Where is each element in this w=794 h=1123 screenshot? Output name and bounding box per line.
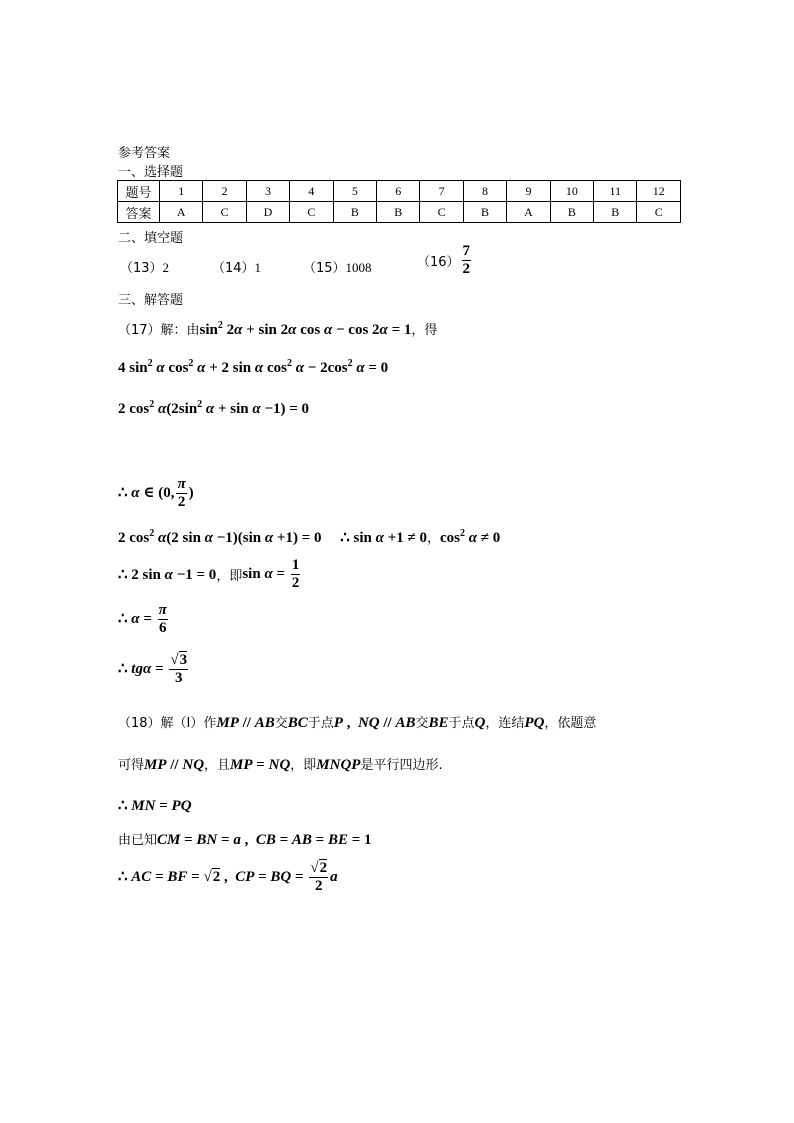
p17-line8: ∴ tgα = $\frac{√3}{3}$ [118, 652, 188, 686]
table-row-numbers [118, 181, 681, 202]
p18-ji: ，即 [290, 758, 317, 773]
answer-cell: A [507, 202, 550, 223]
section3-heading: 三、解答题 [118, 293, 184, 308]
q-number: 1 [160, 181, 203, 202]
p17-comma: ， [427, 531, 441, 546]
answer-cell: B [463, 202, 506, 223]
p18-yudian2: 于点 [448, 716, 475, 731]
p18-yizhi: 由已知 [118, 833, 158, 848]
q-number: 3 [246, 181, 289, 202]
answer-cell: B [594, 202, 637, 223]
p18-yudian1: 于点 [307, 716, 334, 731]
p18-line4: 由已知CM = BN = a , CB = AB = BE = 1 [118, 832, 372, 848]
p17-line4: ∴ α ∈ (0, $\frac{\pi}{2}$ ) [118, 476, 194, 510]
q16-label: （16） [417, 255, 460, 270]
p17-factored: 2 $\cos^2 \alpha(2$ sin α −1)(sin α +1) = 0 ∴ sin α +1 ≠ 0 [118, 528, 427, 546]
answer-cell: C [637, 202, 681, 223]
p18-line5: ∴ AC = BF = √2 , CP = BQ = $\frac{√2}{2}$ a [118, 860, 338, 894]
table-row-answers [118, 202, 681, 223]
p18-line2: 可得MP // NQ，且MP = NQ，即MNQP是平行四边形. [118, 757, 443, 773]
row-label-answers: 答案 [118, 202, 160, 223]
q-number: 4 [290, 181, 333, 202]
q13-label: （13） [120, 261, 163, 276]
answer-cell: A [160, 202, 203, 223]
p18-parallelogram: 是平行四边形. [360, 758, 443, 773]
p18-line3: ∴ MN = PQ [118, 798, 192, 814]
answer-cell: C [290, 202, 333, 223]
p18-line1: （18）解（I）作MP // AB交BC于点P , NQ // AB交BE于点Q，连结PQ，依题意 [118, 715, 597, 731]
q16-denominator: 2 [462, 261, 471, 277]
row-label-numbers: 题号 [118, 181, 160, 202]
p17-line1 [118, 319, 437, 339]
p17-de: ，得 [411, 323, 438, 338]
p18-jiao2: 交 [415, 716, 429, 731]
p17-ji: ，即 [216, 569, 243, 584]
p17-sin-value: sin α = $\frac{1}{2}$ [242, 557, 300, 591]
p17-line3: 2 $\cos^2 \alpha(2\sin^2$ α + sin α −1) = 0 [118, 399, 310, 417]
p18-yitiyi: ，依题意 [544, 716, 597, 731]
p17-cos-nonzero: $\cos^2 \alpha \ne 0$ [440, 528, 501, 546]
p17-eq-sin: ∴ 2 sin α −1 = 0 [118, 567, 217, 583]
q14-label: （14） [212, 261, 255, 276]
answer-cell: B [333, 202, 376, 223]
p18-qie: ，且 [204, 758, 231, 773]
q15-value: 1008 [345, 260, 372, 275]
fill-blank-14 [212, 257, 261, 276]
q-number: 2 [203, 181, 246, 202]
q15-label: （15） [303, 261, 346, 276]
q-number: 9 [507, 181, 550, 202]
answer-cell: B [550, 202, 593, 223]
p17-line7: ∴ α = $\frac{\pi}{6}$ [118, 602, 167, 636]
q16-numerator: 7 [462, 243, 471, 259]
q-number: 12 [637, 181, 681, 202]
page-title: 参考答案 [118, 146, 171, 161]
q-number: 7 [420, 181, 463, 202]
answer-table [117, 180, 681, 223]
p18-lianjie: ，连结 [485, 716, 525, 731]
q-number: 6 [377, 181, 420, 202]
q-number: 10 [550, 181, 593, 202]
q14-value: 1 [254, 260, 262, 275]
fill-blank-15 [303, 257, 372, 276]
section1-heading: 一、选择题 [118, 165, 184, 180]
p17-equation: $\sin^2 2\alpha + \sin 2\alpha$ cos α − cos 2α = 1 [199, 320, 412, 338]
p18-label: （18）解（I）作 [118, 716, 217, 731]
q-number: 11 [594, 181, 637, 202]
p18-jiao1: 交 [274, 716, 288, 731]
p18-kede: 可得 [118, 758, 145, 773]
q-number: 8 [463, 181, 506, 202]
q16-fraction [462, 243, 472, 278]
q13-value: 2 [162, 260, 170, 275]
p17-line2: 4 $\sin^2 \alpha$ $\cos^2 \alpha + 2$ sin α $\cos^2 \alpha - 2\cos^2$ α = 0 [118, 358, 389, 376]
p17-line6 [118, 557, 302, 592]
answer-cell: B [377, 202, 420, 223]
section2-heading: 二、填空题 [118, 231, 184, 246]
p17-line5 [118, 527, 500, 547]
answer-cell: C [203, 202, 246, 223]
answer-cell: D [246, 202, 289, 223]
q-number: 5 [333, 181, 376, 202]
fill-blank-13 [120, 257, 169, 276]
fill-blank-16 [417, 243, 473, 278]
answer-cell: C [420, 202, 463, 223]
p17-label: （17）解：由 [118, 323, 200, 338]
